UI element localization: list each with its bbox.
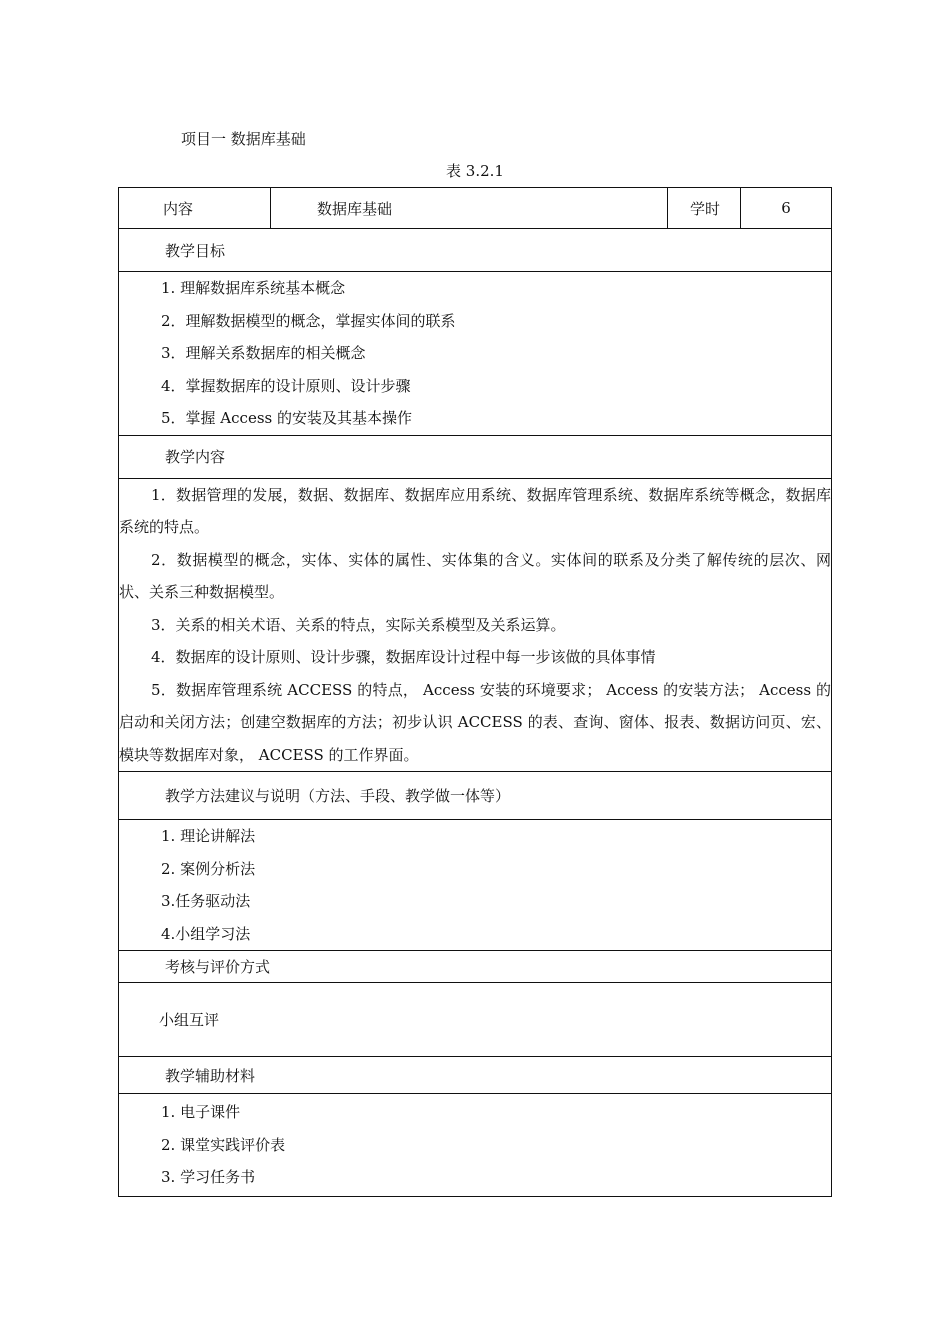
paragraph: 4．数据库的设计原则、设计步骤，数据库设计过程中每一步该做的具体事情 — [151, 648, 656, 666]
list-item: 3．理解关系数据库的相关概念 — [161, 344, 366, 362]
list-item: 3.任务驱动法 — [161, 892, 251, 910]
paragraph: 3．关系的相关术语、关系的特点，实际关系模型及关系运算。 — [151, 615, 566, 634]
materials-heading: 教学辅助材料 — [119, 1057, 832, 1094]
paragraph: 2．数据模型的概念，实体、实体的属性、实体集的含义。实体间的联系及分类了解传统的层次、网状、关系三种数据模型。 — [119, 550, 831, 601]
list-item: 1. 理解数据库系统基本概念 — [161, 279, 346, 297]
list-item: 5．掌握 Access 的安装及其基本操作 — [161, 409, 412, 427]
hours-label: 学时 — [668, 188, 741, 229]
list-item: 2. 课堂实践评价表 — [161, 1135, 286, 1154]
materials-list — [119, 1094, 832, 1197]
goals-heading: 教学目标 — [119, 229, 832, 272]
goals-list — [119, 272, 832, 436]
list-item: 2．理解数据模型的概念，掌握实体间的联系 — [161, 311, 456, 330]
paragraph: 1．数据管理的发展，数据、数据库、数据库应用系统、数据库管理系统、数据库系统等概念，数据库系统的特点。 — [119, 485, 831, 536]
content-paragraphs — [119, 478, 832, 772]
methods-heading: 教学方法建议与说明（方法、手段、教学做一体等） — [119, 772, 832, 820]
methods-list — [119, 820, 832, 951]
list-item: 4．掌握数据库的设计原则、设计步骤 — [161, 376, 411, 395]
assessment-heading: 考核与评价方式 — [119, 951, 832, 983]
course-table — [118, 187, 832, 1197]
table-caption: 表 3.2.1 — [446, 162, 504, 180]
page-heading: 项目一 数据库基础 — [181, 130, 306, 148]
content-label: 内容 — [119, 188, 271, 229]
paragraph: 5．数据库管理系统 ACCESS 的特点， Access 安装的环境要求； Access 的安装方法； Access 的启动和关闭方法；创建空数据库的方法；初步认识 ACCESS 的表、查询、窗体、报表、数据访问页、宏、模块等数据库对象， ACCESS 的工作界面。 — [119, 680, 831, 764]
list-item: 1. 电子课件 — [161, 1103, 241, 1121]
hours-value: 6 — [741, 188, 832, 229]
content-heading: 教学内容 — [119, 435, 832, 478]
list-item: 3. 学习任务书 — [161, 1168, 256, 1186]
list-item: 2. 案例分析法 — [161, 859, 256, 878]
list-item: 4.小组学习法 — [161, 924, 251, 943]
header-row — [119, 188, 832, 229]
assessment-value: 小组互评 — [119, 983, 832, 1057]
list-item: 1. 理论讲解法 — [161, 827, 256, 845]
content-value: 数据库基础 — [271, 188, 668, 229]
